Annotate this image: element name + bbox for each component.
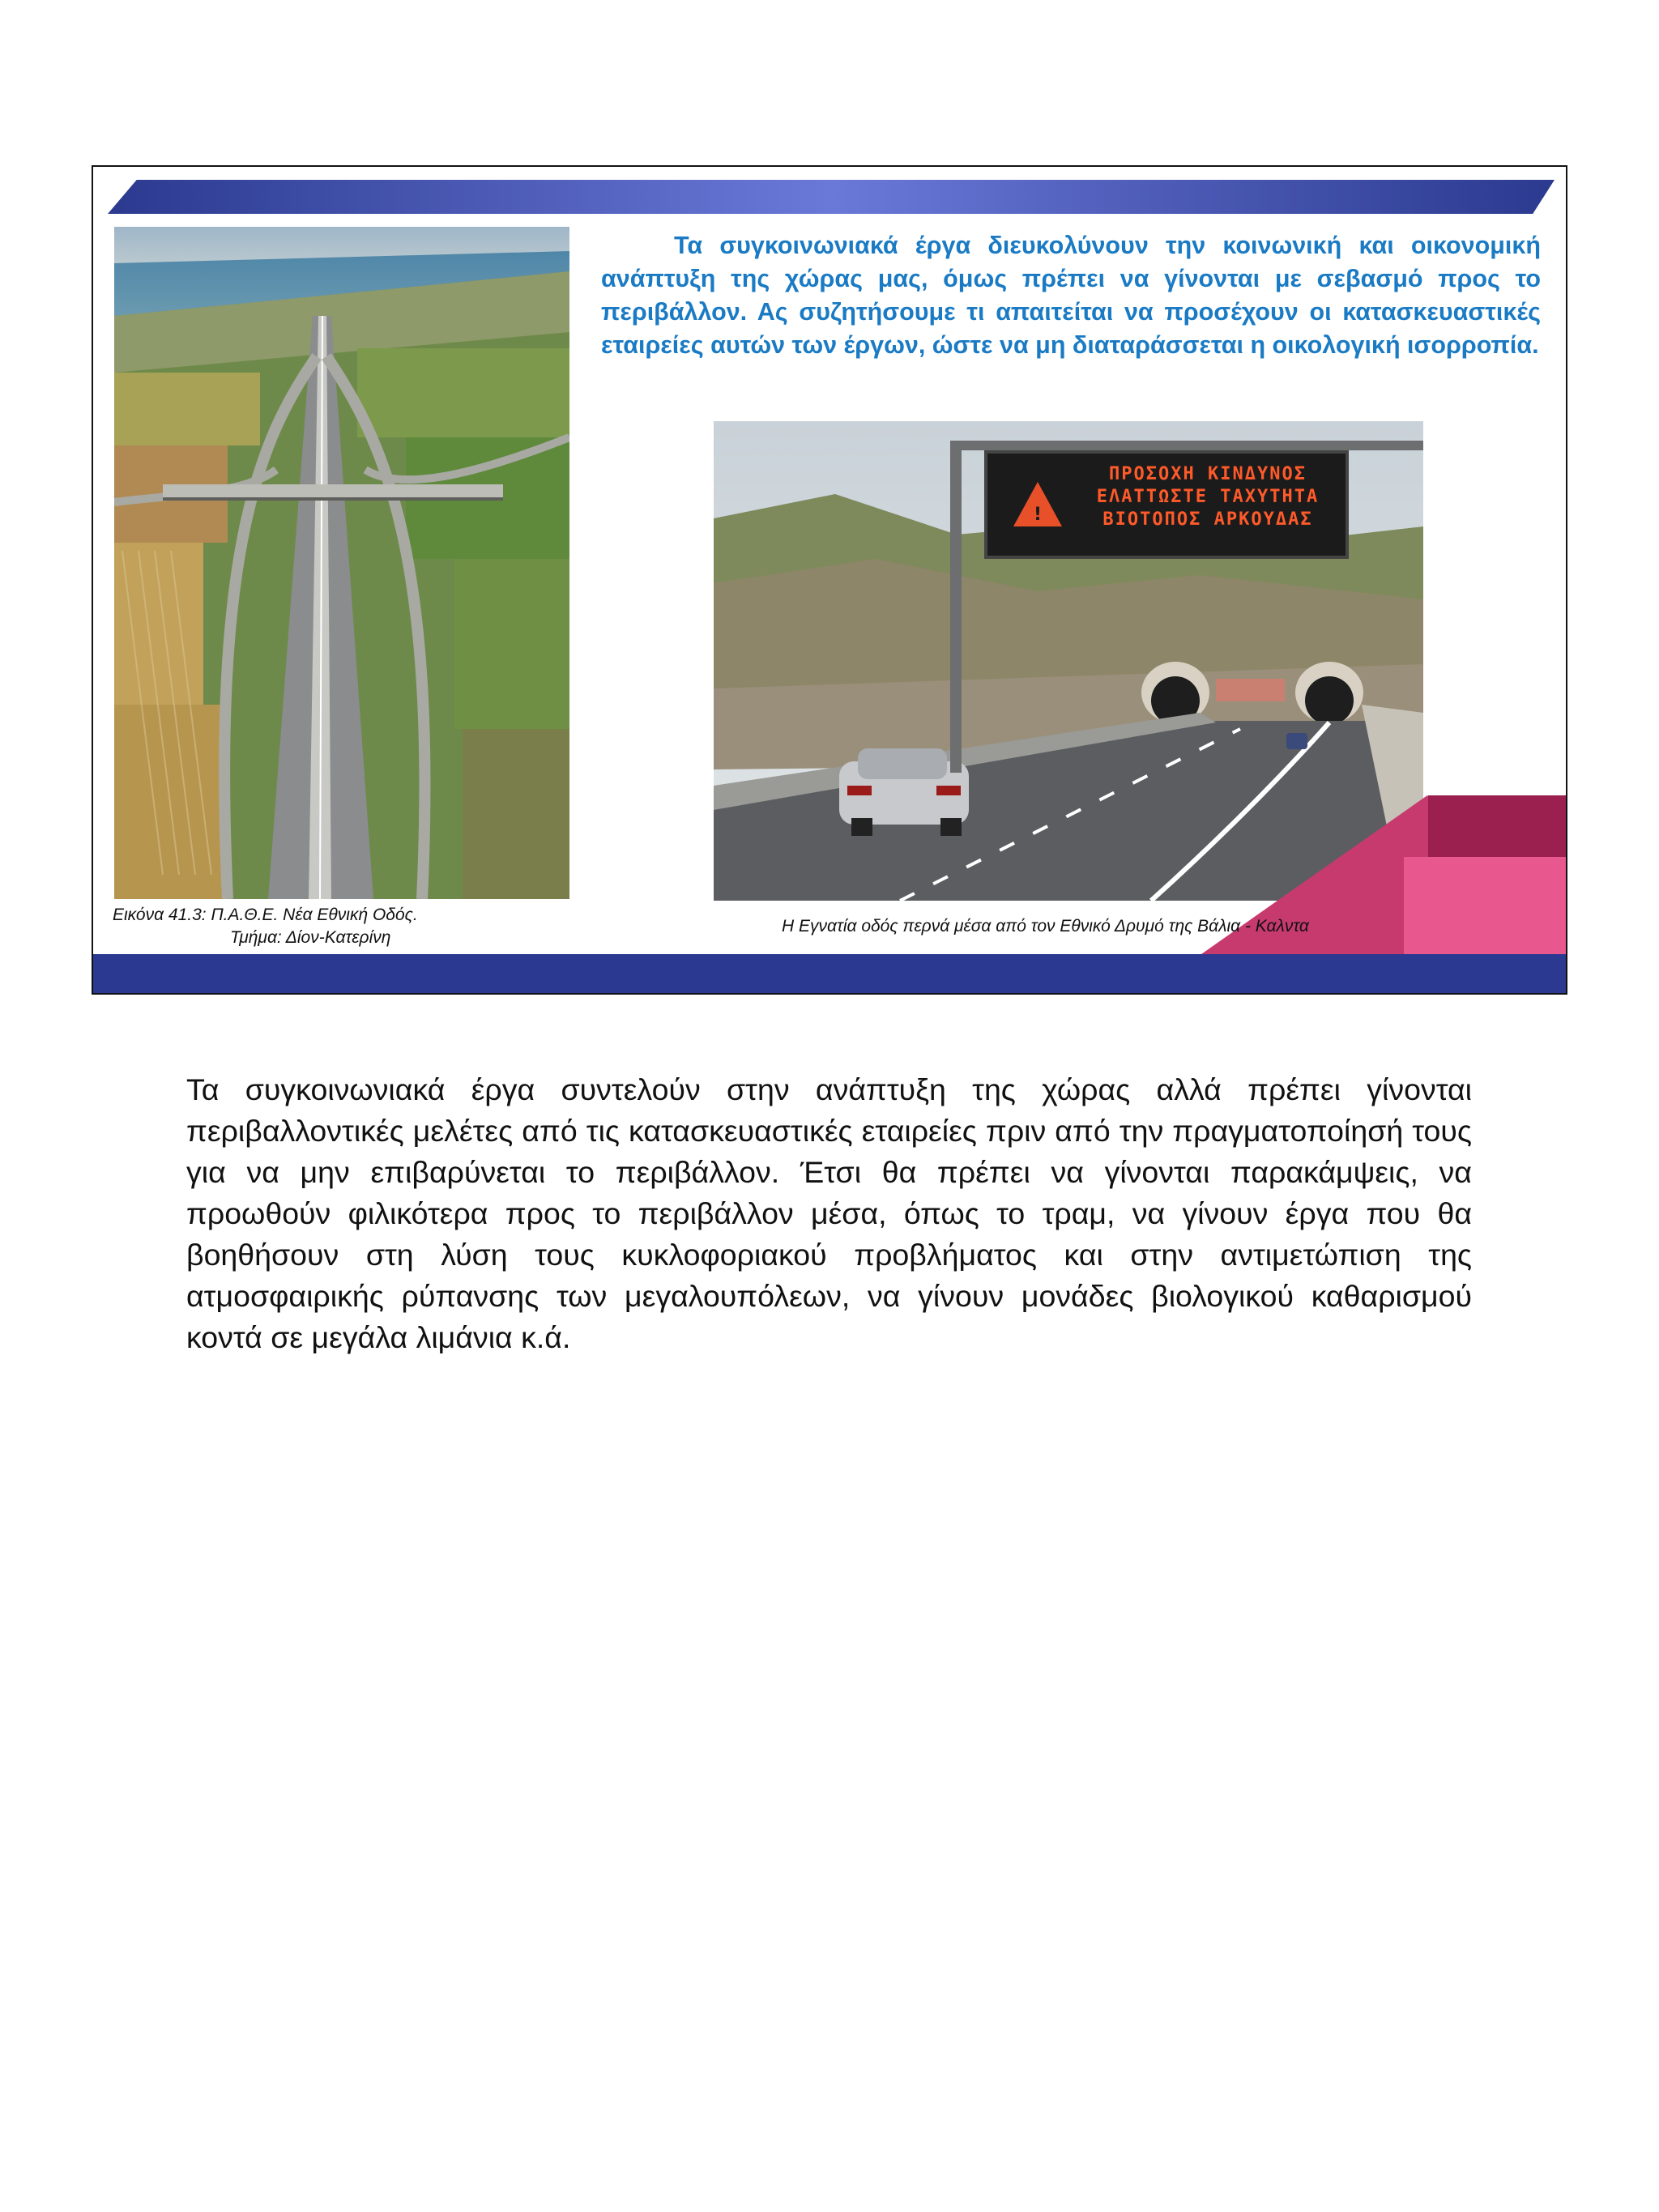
slide-header-band — [108, 180, 1555, 214]
right-photo-caption: Η Εγνατία οδός περνά μέσα από τον Εθνικό Δρυμό της Βάλια - Καλντα — [782, 917, 1309, 936]
body-paragraph: Τα συγκοινωνιακά έργα συντελούν στην ανάπτυξη της χώρας αλλά πρέπει γίνονται περιβαλλοντικές μελέτες από τις κατασκευαστικές εταιρείες πριν από την πραγματοποίησή τους για να μην επιβαρύνεται το περιβάλλον. Έτσι θα πρέπει να γίνονται παρακάμψεις, να προωθούν φιλικότερα προς το περιβάλλον μέσα, όπως το τραμ, να γίνουν έργα που θα βοηθήσουν στη λύση τους κυκλοφοριακού προβλήματος και στην αντιμετώπιση της ατμοσφαιρικής ρύπανσης των μεγαλουπόλεων, να γίνουν μονάδες βιολογικού καθαρισμού κοντά σε μεγάλα λιμάνια κ.ά. — [186, 1072, 1472, 1354]
svg-text:!: ! — [1033, 505, 1043, 525]
sign-line-1: ΠΡΟΣΟΧΗ ΚΙΝΔΥΝΟΣ — [1109, 464, 1307, 484]
caption-line-1: Εικόνα 41.3: Π.Α.Θ.Ε. Νέα Εθνική Οδός. — [113, 906, 418, 924]
tunnel-photo — [714, 421, 1423, 901]
decor-block-light — [1404, 857, 1566, 954]
intro-text: Τα συγκοινωνιακά έργα διευκολύνουν την κοινωνική και οικονομική ανάπτυξη της χώρας μας, όμως πρέπει να γίνονται με σεβασμό προς το περιβάλλον. Ας συζητήσουμε τι απαιτείται να προσέχουν οι κατασκευαστικές εταιρείες αυτών των έργων, ώστε να μη διαταράσσεται η οικολογική ισορροπία. — [601, 232, 1541, 359]
highway-aerial-photo — [114, 227, 569, 899]
sign-line-2: ΕΛΑΤΤΩΣΤΕ ΤΑΧΥΤΗΤΑ — [1096, 487, 1320, 507]
left-photo-caption — [113, 904, 566, 949]
slide-footer-band — [93, 954, 1566, 993]
sign-line-3: ΒΙΟΤΟΠΟΣ ΑΡΚΟΥΔΑΣ — [1102, 509, 1313, 530]
warning-sign-text — [1070, 463, 1346, 531]
slide-figure — [92, 165, 1567, 995]
caption-line-2: Τμήμα: Δίον-Κατερίνη — [230, 928, 391, 947]
